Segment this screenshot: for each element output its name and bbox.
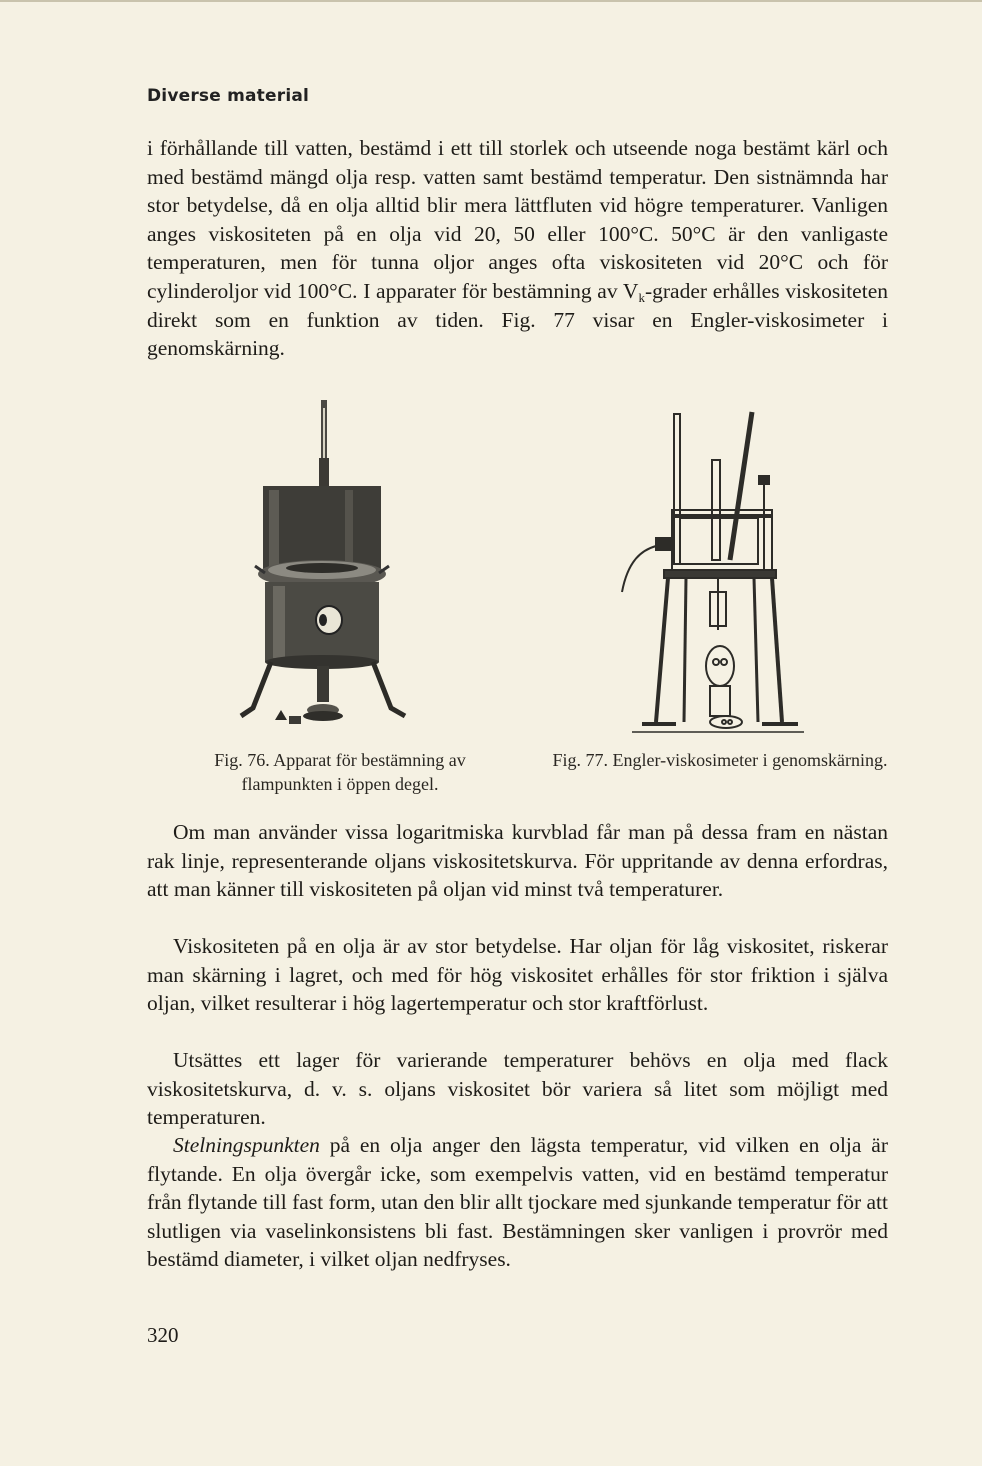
page-number: 320 [147, 1323, 179, 1347]
running-header: Diverse material [147, 86, 310, 106]
page-top-edge [0, 0, 982, 2]
paragraph-3: Viskositeten på en olja är av stor betydelse. Har oljan för låg viskositet, riskerar man skärning i lagret, och med för hög viskositet erhålles för stor friktion i själva oljan, vilket resulterar i hög lagertemperatur och stor kraftförlust. [147, 934, 888, 1016]
term-stelningspunkten: Stelningspunkten [173, 1133, 320, 1157]
paragraph-5 [147, 1131, 888, 1274]
figure-77-caption: Fig. 77. Engler-viskosimeter i genomskärning. [552, 750, 888, 770]
paragraph-5-text: på en olja anger den lägsta temperatur, vid vilken en olja är flytande. En olja övergår icke, som exempelvis vatten, vid en bestämd temperatur från flytande till fast form, utan den blir allt tjockare med sjunkande temperatur för att slutligen via vaselinkonsistens bli fast. Bestämningen sker vanligen i provrör med bestämd diameter, i vilket oljan nedfryses. [147, 1133, 888, 1272]
figure-76-flash-point-apparatus [225, 398, 425, 738]
figure-76-caption: Fig. 76. Apparat för bestämning av flampunkten i öppen degel. [214, 750, 466, 794]
paragraph-1-text-a: i förhållande till vatten, bestämd i ett till storlek och utseende noga bestämt kärl och med bestämd mängd olja resp. vatten samt bestämd temperatur. Den sistnämnda har stor betydelse, då en olja alltid blir mera lättfluten vid högre temperaturer. Vanligen anges viskositeten på en olja vid 20, 50 eller 100°C. 50°C är den vanligaste temperaturen, men för tunna oljor anges ofta viskositeten vid 20°C och för cylinderoljor vid 100°C. I apparater för bestämning av V [147, 136, 888, 303]
paragraph-1-text-b: -grader erhålles viskositeten direkt som en funktion av tiden. Fig. 77 visar en Engler-viskosimeter i genomskärning. [147, 278, 888, 361]
subscript-k: k [638, 289, 645, 305]
paragraph-2: Om man använder vissa logaritmiska kurvblad får man på dessa fram en nästan rak linje, representerande oljans viskositetskurva. För uppritande av denna erfordras, att man känner till viskositeten på oljan vid minst två temperaturer. [147, 820, 888, 902]
paragraph-4: Utsättes ett lager för varierande temperaturer behövs en olja med flack viskositetskurva, d. v. s. oljans viskositet bör variera så litet som möjligt med temperaturen. [147, 1048, 888, 1130]
figure-77-engler-viscometer [612, 410, 812, 740]
paragraph-1 [147, 134, 888, 363]
